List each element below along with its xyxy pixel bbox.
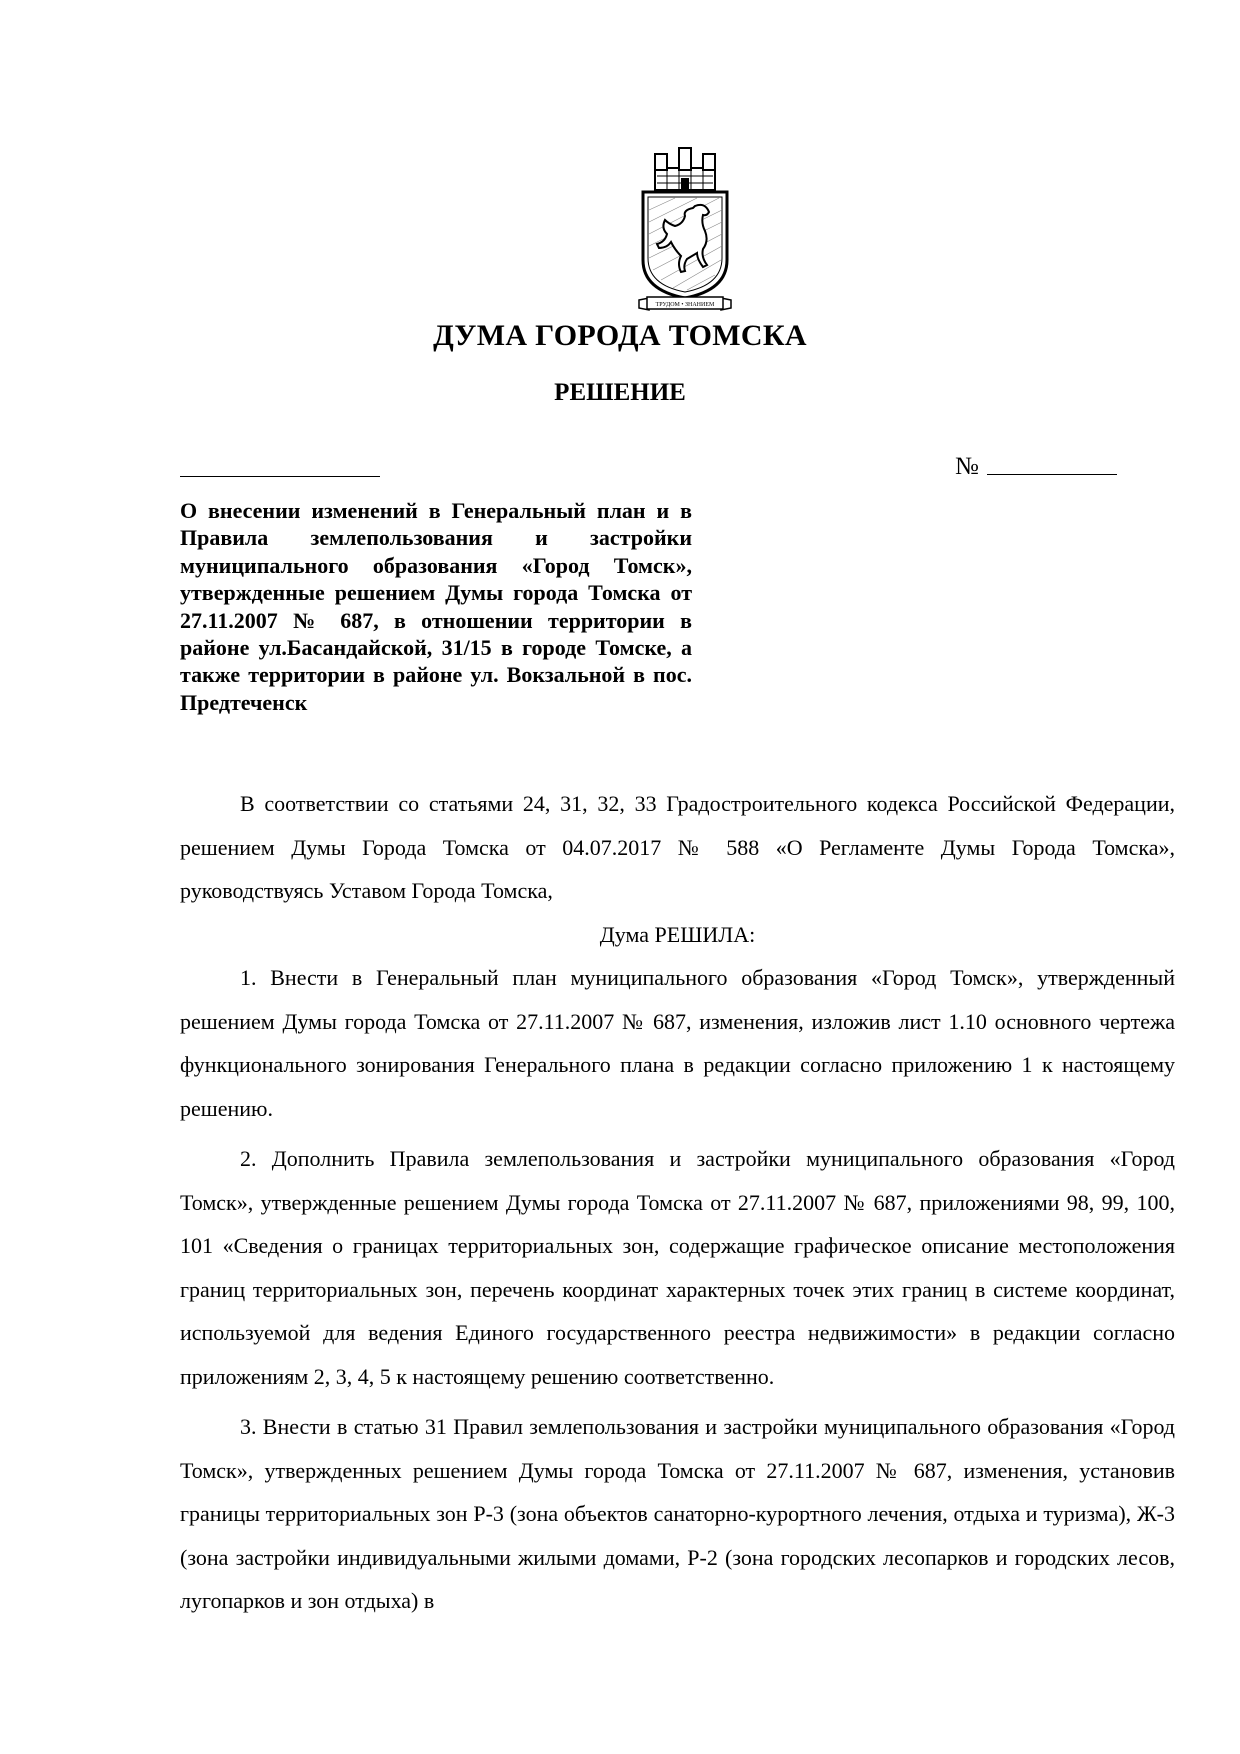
list-item: 1. Внести в Генеральный план муниципального образования «Город Томск», утвержденный решением Думы города Томска от 27.11.2007 № 687, изменения, изложив лист 1.10 основного чертежа функционального зонирования Генерального плана в редакции согласно приложению 1 к настоящему решению. — [180, 965, 1175, 1121]
number-blank-line — [987, 452, 1117, 475]
council-title: ДУМА ГОРОДА ТОМСКА — [433, 319, 807, 352]
motto-ribbon — [639, 297, 731, 310]
number-sign: № — [955, 453, 979, 480]
crown-icon — [655, 148, 715, 190]
svg-text:ТРУДОМ • ЗНАНИЕМ: ТРУДОМ • ЗНАНИЕМ — [655, 302, 715, 308]
preamble-paragraph: В соответствии со статьями 24, 31, 32, 33 Градостроительного кодекса Российской Федерации, решением Думы Города Томска от 04.07.2017 № 588 «О Регламенте Думы Города Томска», руководствуясь Уставом Города Томска, — [180, 791, 1175, 903]
document-type: РЕШЕНИЕ — [554, 379, 686, 406]
decision-subject: О внесении изменений в Генеральный план и в Правила землепользования и застройки муниципального образования «Город Томск», утвержденные решением Думы города Томска от 27.11.2007 № 687, в отношении территории в районе ул.Басандайской, 31/15 в городе Томске, а также территории в районе ул. Вокзальной в пос. Предтеченск — [180, 498, 692, 715]
decision-heading: Дума РЕШИЛА: — [599, 921, 756, 947]
list-item: 3. Внести в статью 31 Правил землепользования и застройки муниципального образования «Город Томск», утвержденных решением Думы города Томска от 27.11.2007 № 687, изменения, установив границы территориальных зон Р-3 (зона объектов санаторно-курортного лечения, отдыха и туризма), Ж-3 (зона застройки индивидуальными жилыми домами, Р-2 (зона городских лесопарков и городских лесов, лугопарков и зон отдыха) в — [180, 1414, 1175, 1613]
coat-of-arms-emblem — [635, 140, 735, 312]
shield-icon — [643, 192, 727, 298]
list-item: 2. Дополнить Правила землепользования и застройки муниципального образования «Город Томск», утвержденные решением Думы города Томска от 27.11.2007 № 687, приложениями 98, 99, 100, 101 «Сведения о границах территориальных зон, содержащие графическое описание местоположения границ территориальных зон, перечень координат характерных точек этих границ в системе координат, используемой для ведения Единого государственного реестра недвижимости» в редакции согласно приложениям 2, 3, 4, 5 к настоящему решению соответственно. — [180, 1146, 1175, 1389]
date-blank-line — [180, 476, 380, 477]
document-body — [180, 782, 1175, 1623]
document-number — [955, 452, 1117, 482]
